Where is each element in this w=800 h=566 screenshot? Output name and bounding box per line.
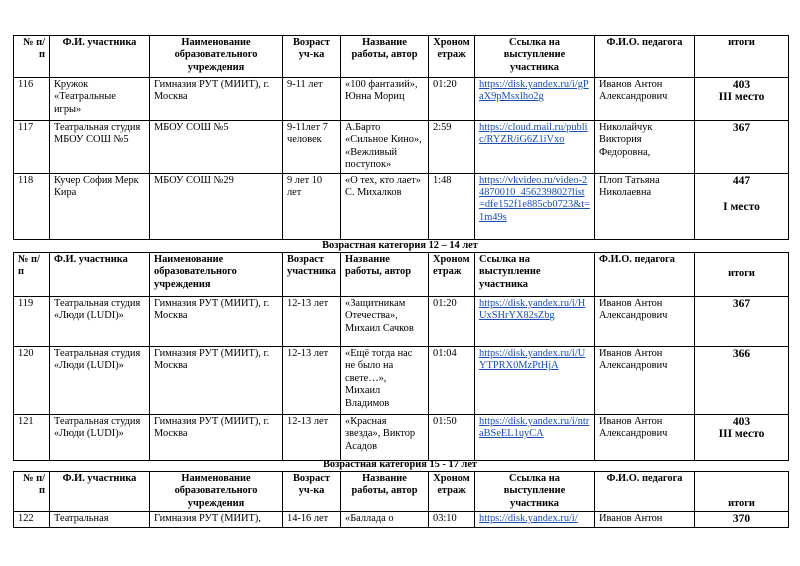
col-header-org: Наименование образовательного учреждения xyxy=(150,36,283,78)
cell-teacher: Иванов Антон Александрович xyxy=(595,415,695,461)
video-link[interactable]: https://disk.yandex.ru/i/HUxSHrYX82sZbg xyxy=(479,298,586,322)
cell-result xyxy=(695,512,789,527)
col-header-result: итоги xyxy=(695,36,789,78)
cell-name: Театральная студия «Люди (LUDI)» xyxy=(50,347,150,415)
cell-work: «100 фантазий», Юнна Мориц xyxy=(341,78,429,121)
cell-teacher: Иванов Антон Александрович xyxy=(595,78,695,121)
place: III место xyxy=(718,91,765,104)
score: 367 xyxy=(732,122,751,134)
table-header-row xyxy=(14,472,789,512)
cell-name: Театральная студия «Люди (LUDI)» xyxy=(50,297,150,347)
score: 370 xyxy=(732,513,751,526)
cell-result xyxy=(695,173,789,239)
table-row xyxy=(14,121,789,174)
cell-teacher: Николайчук Виктория Федоровна, xyxy=(595,121,695,174)
place: I место xyxy=(723,201,760,214)
cell-time: 01:50 xyxy=(429,415,475,461)
cell-org: Гимназия РУТ (МИИТ), г. Москва xyxy=(150,78,283,121)
col-header-time: Хронометраж xyxy=(429,36,475,78)
cell-org: Гимназия РУТ (МИИТ), г. Москва xyxy=(150,415,283,461)
cell-num: 117 xyxy=(14,121,50,174)
cell-name: Театральная студия «Люди (LUDI)» xyxy=(50,415,150,461)
cell-teacher: Иванов Антон Александрович xyxy=(595,297,695,347)
table-row xyxy=(14,78,789,121)
col-header-num: № п/п xyxy=(14,472,50,512)
col-header-time: Хронометраж xyxy=(429,253,475,297)
cell-age: 9-11лет 7 человек xyxy=(283,121,341,174)
col-header-result: итоги xyxy=(695,253,789,297)
cell-link xyxy=(475,121,595,174)
col-header-age: Возраст уч-ка xyxy=(283,36,341,78)
results-table-3 xyxy=(13,471,789,528)
cell-org: Гимназия РУТ (МИИТ), г. Москва xyxy=(150,347,283,415)
cell-link xyxy=(475,78,595,121)
col-header-time: Хронометраж xyxy=(429,472,475,512)
table-header-row xyxy=(14,253,789,297)
cell-time: 01:04 xyxy=(429,347,475,415)
cell-result xyxy=(695,78,789,121)
score: 403 xyxy=(732,79,751,91)
cell-work: «Красная звезда», Виктор Асадов xyxy=(341,415,429,461)
cell-link xyxy=(475,347,595,415)
cell-age: 12-13 лет xyxy=(283,347,341,415)
results-table-2 xyxy=(13,252,789,461)
col-header-work: Название работы, автор xyxy=(341,36,429,78)
col-header-link: Ссылка на выступление участника xyxy=(475,36,595,78)
table-row xyxy=(14,347,789,415)
cell-time: 01:20 xyxy=(429,297,475,347)
col-header-org: Наименование образовательного учреждения xyxy=(150,253,283,297)
cell-work: «О тех, кто лает» С. Михалков xyxy=(341,173,429,239)
table-row xyxy=(14,173,789,239)
cell-age: 12-13 лет xyxy=(283,297,341,347)
cell-teacher: Иванов Антон Александрович xyxy=(595,347,695,415)
col-header-name: Ф.И. участника xyxy=(50,253,150,297)
cell-link xyxy=(475,297,595,347)
cell-num: 121 xyxy=(14,415,50,461)
col-header-num: № п/п xyxy=(14,36,50,78)
cell-result xyxy=(695,347,789,415)
cell-age: 12-13 лет xyxy=(283,415,341,461)
age-category-title: Возрастная категория 12 – 14 лет xyxy=(322,240,478,251)
cell-work: «Защитникам Отечества», Михаил Сачков xyxy=(341,297,429,347)
col-header-work: Название работы, автор xyxy=(341,253,429,297)
cell-link xyxy=(475,512,595,527)
score: 403 xyxy=(732,416,751,428)
score: 367 xyxy=(732,298,751,310)
cell-teacher: Плоп Татьяна Николаевна xyxy=(595,173,695,239)
cell-age: 14-16 лет xyxy=(283,512,341,527)
cell-time: 03:10 xyxy=(429,512,475,527)
cell-time: 1:48 xyxy=(429,173,475,239)
col-header-link: Ссылка на выступление участника xyxy=(475,253,595,297)
table-row xyxy=(14,512,789,527)
table-row xyxy=(14,297,789,347)
col-header-num: № п/п xyxy=(14,253,50,297)
col-header-name: Ф.И. участника xyxy=(50,36,150,78)
col-header-teacher: Ф.И.О. педагога xyxy=(595,253,695,297)
cell-work: «Баллада о xyxy=(341,512,429,527)
cell-name: Театральная xyxy=(50,512,150,527)
col-header-teacher: Ф.И.О. педагога xyxy=(595,472,695,512)
cell-num: 116 xyxy=(14,78,50,121)
video-link[interactable]: https://disk.yandex.ru/i/ xyxy=(479,513,578,525)
cell-org: Гимназия РУТ (МИИТ), г. Москва xyxy=(150,297,283,347)
table-row xyxy=(14,415,789,461)
score: 366 xyxy=(732,348,751,360)
video-link[interactable]: https://vkvideo.ru/video-24870010_456239802?list=dfe152f1e885cb0723&t=1m49s xyxy=(479,174,590,223)
cell-link xyxy=(475,173,595,239)
cell-age: 9-11 лет xyxy=(283,78,341,121)
cell-link xyxy=(475,415,595,461)
cell-work: «Ещё тогда нас не было на свете…», Михаил Владимов xyxy=(341,347,429,415)
score: 447 xyxy=(732,174,751,187)
video-link[interactable]: https://disk.yandex.ru/i/ntraBSeEL1uyCA xyxy=(479,416,590,440)
cell-org: МБОУ СОШ №29 xyxy=(150,173,283,239)
video-link[interactable]: https://cloud.mail.ru/public/RYZR/iG6Z1iVxo xyxy=(479,122,588,146)
cell-teacher: Иванов Антон xyxy=(595,512,695,527)
age-category-title: Возрастная категория 15 - 17 лет xyxy=(322,459,478,470)
cell-num: 118 xyxy=(14,173,50,239)
cell-name: Театральная студия МБОУ СОШ №5 xyxy=(50,121,150,174)
col-header-link: Ссылка на выступление участника xyxy=(475,472,595,512)
cell-time: 01:20 xyxy=(429,78,475,121)
col-header-age: Возраст уч-ка xyxy=(283,472,341,512)
col-header-name: Ф.И. участника xyxy=(50,472,150,512)
col-header-work: Название работы, автор xyxy=(341,472,429,512)
video-link[interactable]: https://disk.yandex.ru/i/gPaX9pMsxlho2g xyxy=(479,79,589,103)
cell-age: 9 лет 10 лет xyxy=(283,173,341,239)
table-header-row xyxy=(14,36,789,78)
col-header-age: Возраст участника xyxy=(283,253,341,297)
cell-num: 119 xyxy=(14,297,50,347)
cell-result xyxy=(695,297,789,347)
results-table-1 xyxy=(13,35,789,240)
cell-org: Гимназия РУТ (МИИТ), xyxy=(150,512,283,527)
col-header-teacher: Ф.И.О. педагога xyxy=(595,36,695,78)
cell-result xyxy=(695,121,789,174)
cell-num: 120 xyxy=(14,347,50,415)
cell-name: Кружок «Театральные игры» xyxy=(50,78,150,121)
video-link[interactable]: https://disk.yandex.ru/i/UYTPRX0MzPtHjA xyxy=(479,348,586,372)
cell-name: Кучер София Мерк Кира xyxy=(50,173,150,239)
col-header-result: итоги xyxy=(695,472,789,512)
cell-org: МБОУ СОШ №5 xyxy=(150,121,283,174)
cell-result xyxy=(695,415,789,461)
cell-num: 122 xyxy=(14,512,50,527)
col-header-org: Наименование образовательного учреждения xyxy=(150,472,283,512)
cell-time: 2:59 xyxy=(429,121,475,174)
place: III место xyxy=(718,428,765,441)
cell-work: А.Барто «Сильное Кино», «Вежливый поступок» xyxy=(341,121,429,174)
